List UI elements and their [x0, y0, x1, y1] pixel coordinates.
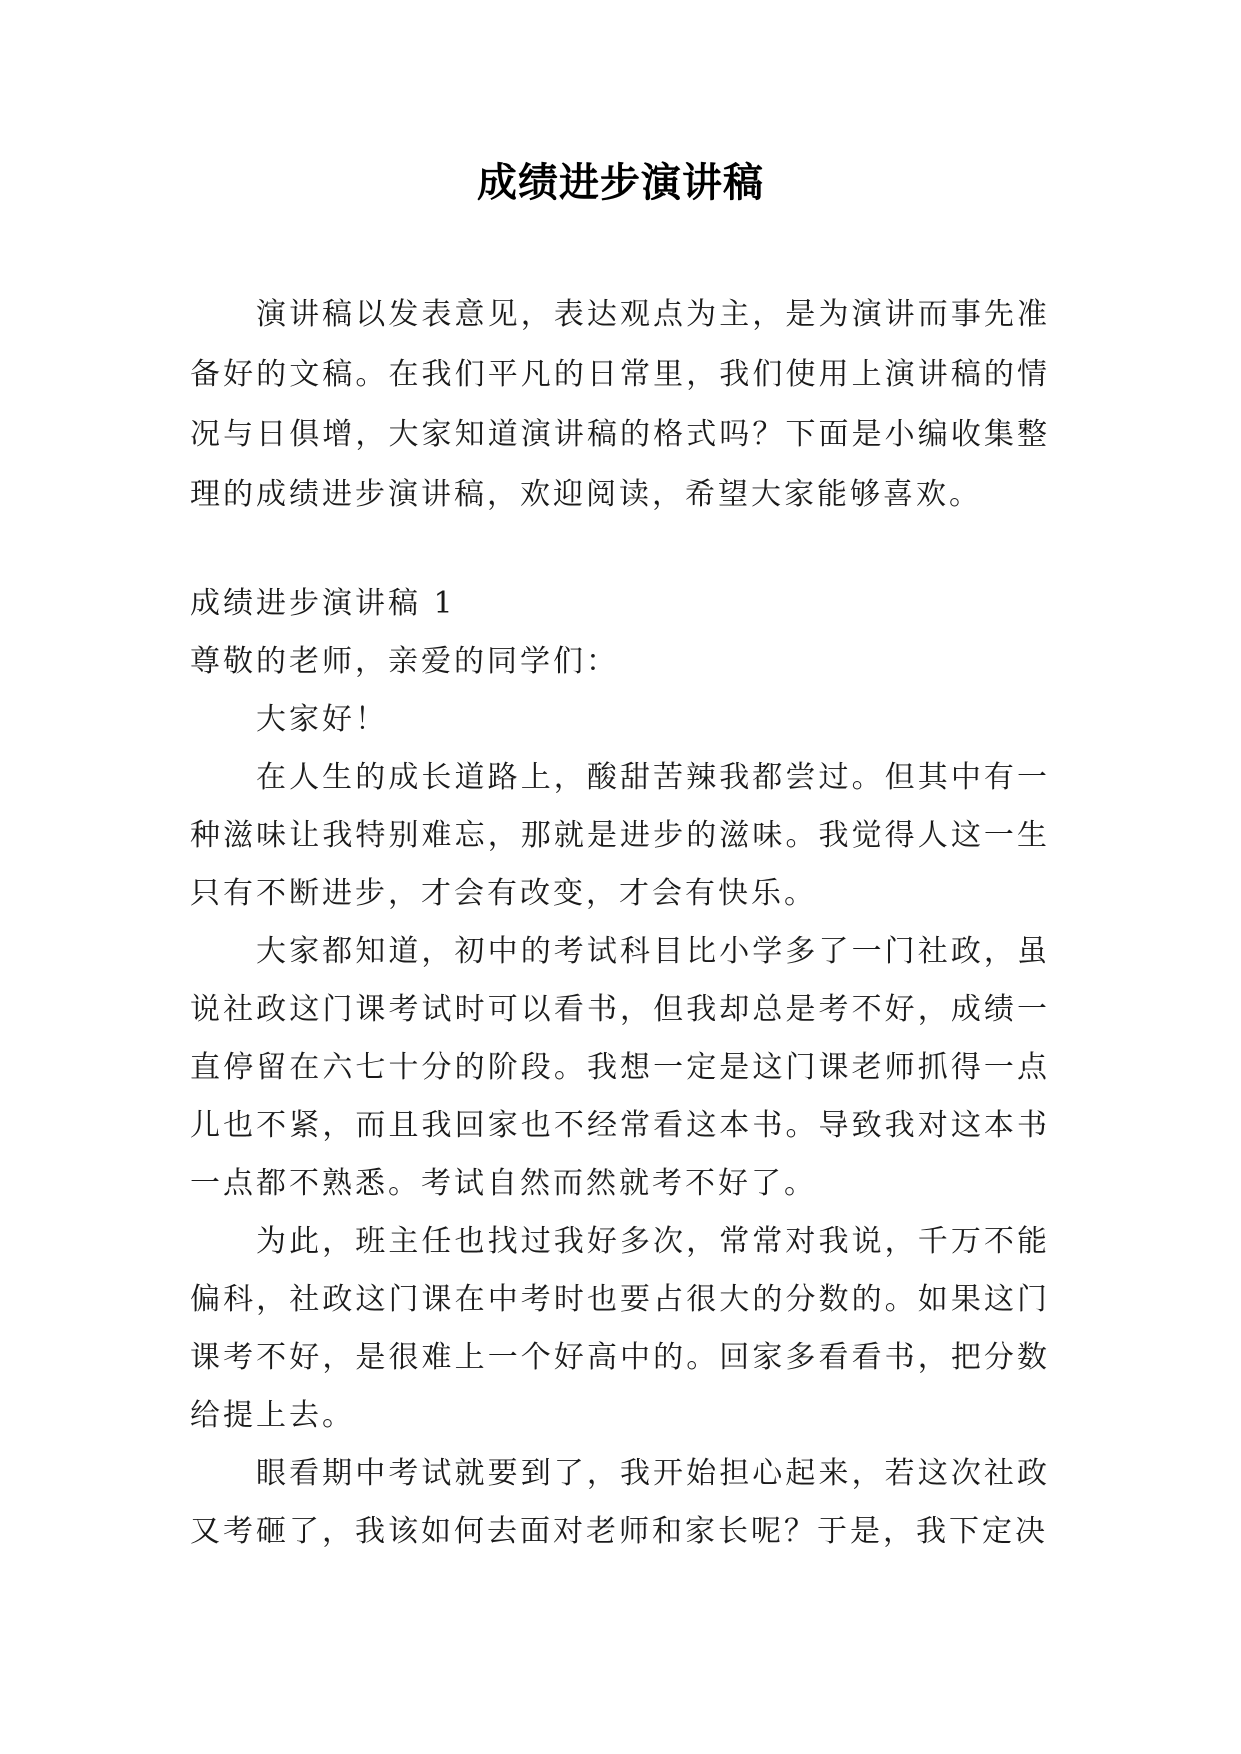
- greeting: 大家好！: [256, 702, 388, 737]
- body-paragraph: 大家都知道，初中的考试科目比小学多了一门社政，虽说社政这门课考试时可以看书，但我却总是考不好，成绩一直停留在六七十分的阶段。我想一定是这门课老师抓得一点儿也不紧，而且我回家也不经常看这本书。导致我对这本书一点都不熟悉。考试自然而然就考不好了。: [190, 934, 1050, 1201]
- body-paragraph: 眼看期中考试就要到了，我开始担心起来，若这次社政又考砸了，我该如何去面对老师和家长呢？于是，我下定决: [190, 1456, 1050, 1549]
- salutation: 尊敬的老师，亲爱的同学们：: [190, 644, 619, 679]
- intro-paragraph: 演讲稿以发表意见，表达观点为主，是为演讲而事先准备好的文稿。在我们平凡的日常里，我们使用上演讲稿的情况与日俱增，大家知道演讲稿的格式吗？下面是小编收集整理的成绩进步演讲稿，欢迎阅读，希望大家能够喜欢。: [190, 297, 1050, 512]
- speech-section: [190, 575, 1050, 1561]
- section-heading: 成绩进步演讲稿 1: [190, 586, 456, 621]
- body-paragraph: 在人生的成长道路上，酸甜苦辣我都尝过。但其中有一种滋味让我特别难忘，那就是进步的滋味。我觉得人这一生只有不断进步，才会有改变，才会有快乐。: [190, 760, 1050, 911]
- body-paragraph: 为此，班主任也找过我好多次，常常对我说，千万不能偏科，社政这门课在中考时也要占很大的分数的。如果这门课考不好，是很难上一个好高中的。回家多看看书，把分数给提上去。: [190, 1224, 1050, 1433]
- intro-section: [190, 285, 1050, 525]
- document-title: 成绩进步演讲稿: [477, 160, 764, 206]
